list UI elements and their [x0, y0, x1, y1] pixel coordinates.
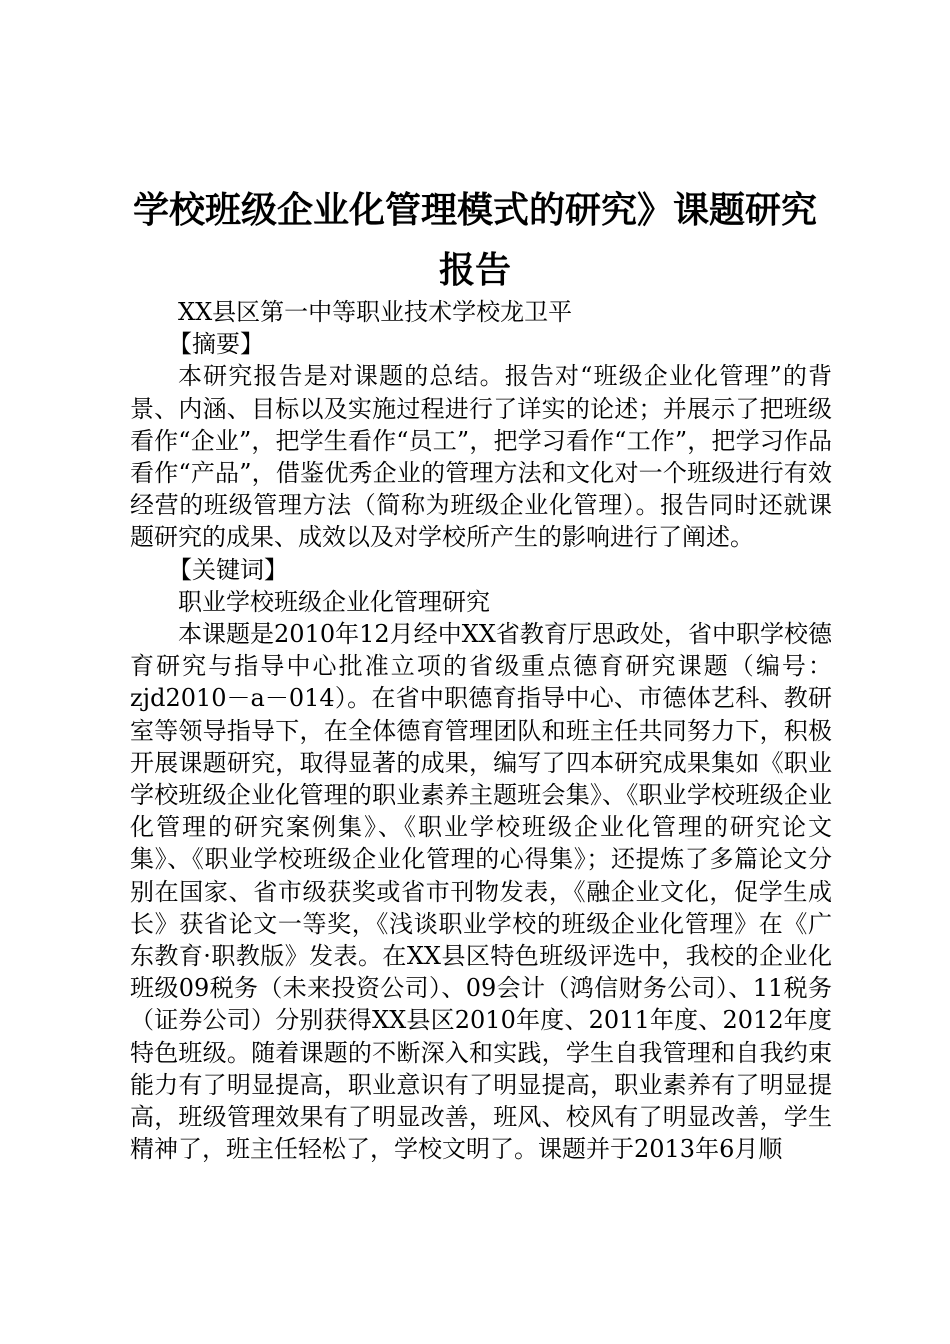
document-title: 学校班级企业化管理模式的研究》课题研究报告 — [132, 189, 817, 291]
abstract-paragraph: 本研究报告是对课题的总结。报告对“班级企业化管理”的背景、内涵、目标以及实施过程进行了详实的论述；并展示了把班级看作“企业”，把学生看作“员工”，把学习看作“工作”，把学习作品看作“产品”，借鉴优秀企业的管理方法和文化对一个班级进行有效经营的班级管理方法（简称为班级企业化管理）。报告同时还就课题研究的成果、成效以及对学校所产生的影响进行了阐述。 — [130, 362, 832, 552]
document-body — [130, 296, 832, 1165]
abstract-label: 【摘要】 — [168, 330, 264, 359]
body-paragraph: 本课题是2010年12月经中XX省教育厅思政处，省中职学校德育研究与指导中心批准立项的省级重点德育研究课题（编号：zjd2010－a－014）。在省中职德育指导中心、市德体艺科、教研室等领导指导下，在全体德育管理团队和班主任共同努力下，积极开展课题研究，取得显著的成果，编写了四本研究成果集如《职业学校班级企业化管理的职业素养主题班会集》、《职业学校班级企业化管理的研究案例集》、《职业学校班级企业化管理的研究论文集》、《职业学校班级企业化管理的心得集》；还提炼了多篇论文分别在国家、省市级获奖或省市刊物发表，《融企业文化，促学生成长》获省论文一等奖，《浅谈职业学校的班级企业化管理》在《广东教育·职教版》发表。在XX县区特色班级评选中，我校的企业化班级09税务（未来投资公司）、09会计（鸿信财务公司）、11税务（证券公司）分别获得XX县区2010年度、2011年度、2012年度特色班级。随着课题的不断深入和实践，学生自我管理和自我约束能力有了明显提高，职业意识有了明显提高，职业素养有了明显提高，班级管理效果有了明显改善，班风、校风有了明显改善，学生精神了，班主任轻松了，学校文明了。课题并于2013年6月顺 — [130, 620, 832, 1164]
author-line: XX县区第一中等职业技术学校龙卫平 — [178, 298, 573, 326]
keywords-paragraph: 职业学校班级企业化管理研究 — [178, 587, 490, 616]
keywords-label: 【关键词】 — [168, 555, 288, 584]
